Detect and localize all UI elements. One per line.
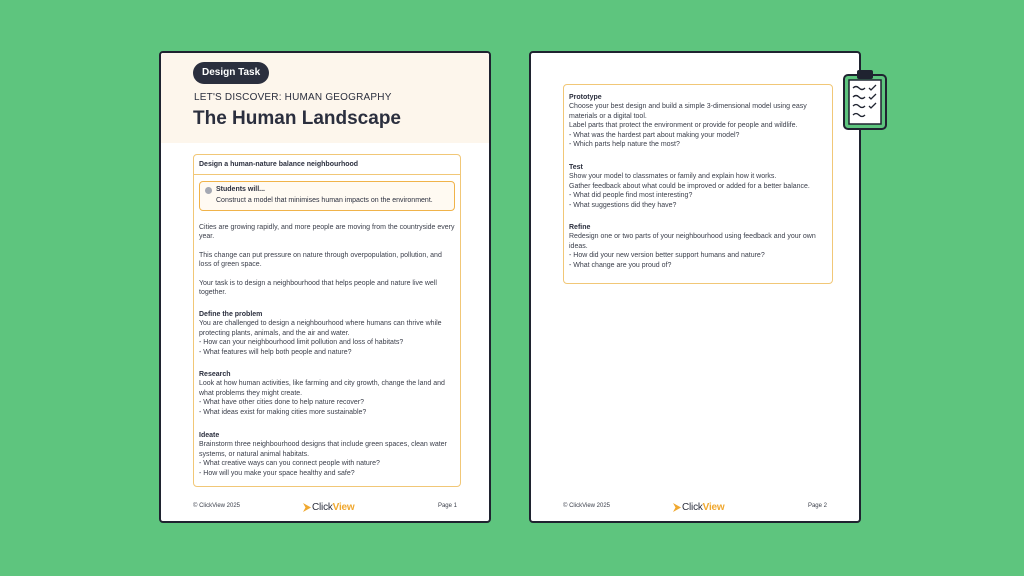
section-define-the-problem bbox=[199, 310, 455, 357]
students-will-heading: Students will... bbox=[216, 186, 266, 193]
clickview-play-icon bbox=[673, 503, 681, 512]
section-line: Look at how human activities, like farming and city growth, change the land and what problems they might create. bbox=[199, 380, 445, 397]
page-subtitle: LET'S DISCOVER: HUMAN GEOGRAPHY bbox=[194, 92, 392, 103]
bullet-icon bbox=[205, 187, 212, 194]
clipboard-check-icon bbox=[842, 69, 888, 131]
intro-paragraph: Cities are growing rapidly, and more people are moving from the countryside every year. bbox=[199, 224, 455, 241]
section-heading: Ideate bbox=[199, 432, 220, 439]
task-card bbox=[193, 154, 461, 487]
logo-wordmark: ClickView bbox=[312, 501, 355, 513]
section-line: Brainstorm three neighbourhood designs that include green spaces, clean water systems, or natural animal habitats. bbox=[199, 441, 447, 458]
section-line: - What was the hardest part about making your model? bbox=[569, 131, 740, 139]
students-will-box bbox=[199, 181, 455, 211]
section-line: - How can your neighbourhood limit pollution and loss of habitats? bbox=[199, 339, 404, 347]
section-line: - What suggestions did they have? bbox=[569, 201, 677, 209]
clickview-logo bbox=[673, 502, 724, 512]
section-line: - How did your new version better support humans and nature? bbox=[569, 252, 765, 260]
section-refine bbox=[569, 223, 829, 270]
section-line: - What features will help both people and nature? bbox=[199, 348, 352, 356]
intro-paragraph: Your task is to design a neighbourhood that helps people and nature live well together. bbox=[199, 279, 437, 297]
section-line: Redesign one or two parts of your neighbourhood using feedback and your own ideas. bbox=[569, 233, 816, 250]
copyright-text: © ClickView 2025 bbox=[193, 503, 240, 509]
worksheet-page-1 bbox=[159, 51, 491, 523]
intro-text bbox=[199, 223, 455, 297]
section-line: - What did people find most interesting? bbox=[569, 192, 693, 200]
section-line: Gather feedback about what could be improved or added for a better balance. bbox=[569, 182, 810, 190]
section-heading: Research bbox=[199, 371, 231, 378]
section-line: - How will you make your space healthy and safe? bbox=[199, 469, 355, 477]
section-line: - Which parts help nature the most? bbox=[569, 141, 680, 149]
clickview-logo bbox=[303, 502, 354, 512]
section-line: - What change are you proud of? bbox=[569, 261, 672, 269]
section-line: Show your model to classmates or family and explain how it works. bbox=[569, 173, 777, 181]
section-research bbox=[199, 370, 455, 417]
section-line: - What have other cities done to help nature recover? bbox=[199, 399, 364, 407]
page-title: The Human Landscape bbox=[193, 108, 401, 129]
page-header bbox=[161, 53, 489, 143]
section-line: Label parts that protect the environment or provide for people and wildlife. bbox=[569, 122, 798, 130]
section-ideate bbox=[199, 431, 455, 478]
section-heading: Refine bbox=[569, 224, 591, 231]
card-title: Design a human-nature balance neighbourhood bbox=[194, 155, 460, 175]
logo-wordmark: ClickView bbox=[682, 501, 725, 513]
worksheet-page-2 bbox=[529, 51, 861, 523]
steps-card bbox=[563, 84, 833, 284]
section-line: - What ideas exist for making cities more sustainable? bbox=[199, 408, 367, 416]
clickview-play-icon bbox=[303, 503, 311, 512]
copyright-text: © ClickView 2025 bbox=[563, 503, 610, 509]
section-heading: Prototype bbox=[569, 94, 602, 101]
section-line: - What creative ways can you connect people with nature? bbox=[199, 460, 380, 468]
section-heading: Test bbox=[569, 164, 583, 171]
design-task-badge: Design Task bbox=[193, 62, 269, 84]
section-prototype bbox=[569, 93, 829, 149]
section-line: You are challenged to design a neighbourhood where humans can thrive while protecting plants, animals, and the air and water. bbox=[199, 320, 442, 337]
section-line: Choose your best design and build a simple 3-dimensional model using easy materials or a digital tool. bbox=[569, 103, 807, 120]
students-will-text: Construct a model that minimises human impacts on the environment. bbox=[216, 197, 433, 204]
page-number: Page 2 bbox=[807, 503, 827, 509]
page-number: Page 1 bbox=[437, 503, 457, 509]
section-heading: Define the problem bbox=[199, 311, 263, 318]
intro-paragraph: This change can put pressure on nature through overpopulation, pollution, and loss of green space. bbox=[199, 251, 442, 269]
section-test bbox=[569, 163, 829, 210]
